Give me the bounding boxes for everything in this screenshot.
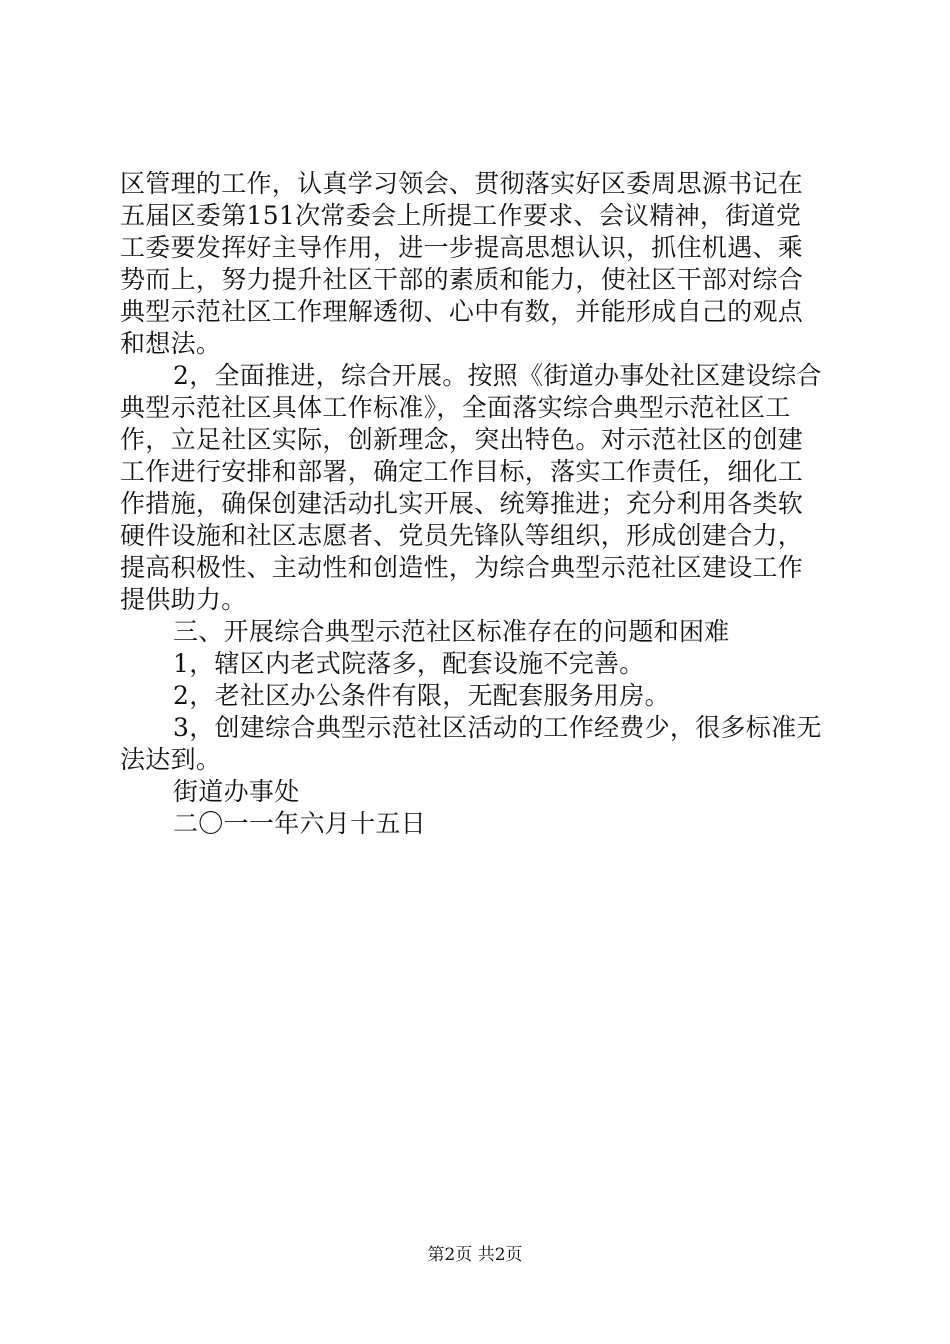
- list-item: 2，老社区办公条件有限，无配套服务用房。: [173, 681, 670, 710]
- document-body: [120, 168, 840, 840]
- text-line: 工作进行安排和部署，确定工作目标，落实工作责任，细化工: [120, 457, 804, 486]
- text-line: 提高积极性、主动性和创造性，为综合典型示范社区建设工作: [120, 553, 804, 582]
- paragraph-start-line: 2，全面推进，综合开展。按照《街道办事处社区建设综合: [173, 361, 822, 390]
- text-line: 典型示范社区具体工作标准》，全面落实综合典型示范社区工: [120, 393, 791, 422]
- text-line: 提供助力。: [120, 585, 247, 614]
- text-line: 和想法。: [120, 329, 222, 358]
- signature-organization: 街道办事处: [173, 777, 300, 806]
- text-line: 区管理的工作，认真学习领会、贯彻落实好区委周思源书记在: [120, 169, 804, 198]
- text-line: 作，立足社区实际，创新理念，突出特色。对示范社区的创建: [120, 425, 804, 454]
- signature-date: 二〇一一年六月十五日: [173, 809, 427, 838]
- text-line: 工委要发挥好主导作用，进一步提高思想认识，抓住机遇、乘: [120, 233, 804, 262]
- text-line: 法达到。: [120, 745, 222, 774]
- page-number-footer: 第2页 共2页: [427, 1245, 523, 1265]
- list-item: 3，创建综合典型示范社区活动的工作经费少，很多标准无: [173, 713, 822, 742]
- section-heading: 三、开展综合典型示范社区标准存在的问题和困难: [173, 617, 730, 646]
- text-line: 典型示范社区工作理解透彻、心中有数，并能形成自己的观点: [120, 297, 804, 326]
- list-item: 1，辖区内老式院落多，配套设施不完善。: [173, 649, 645, 678]
- text-line: 五届区委第151次常委会上所提工作要求、会议精神，街道党: [120, 201, 802, 230]
- text-line: 作措施，确保创建活动扎实开展、统筹推进；充分利用各类软: [120, 489, 804, 518]
- text-line: 硬件设施和社区志愿者、党员先锋队等组织，形成创建合力，: [120, 521, 804, 550]
- text-line: 势而上，努力提升社区干部的素质和能力，使社区干部对综合: [120, 265, 804, 294]
